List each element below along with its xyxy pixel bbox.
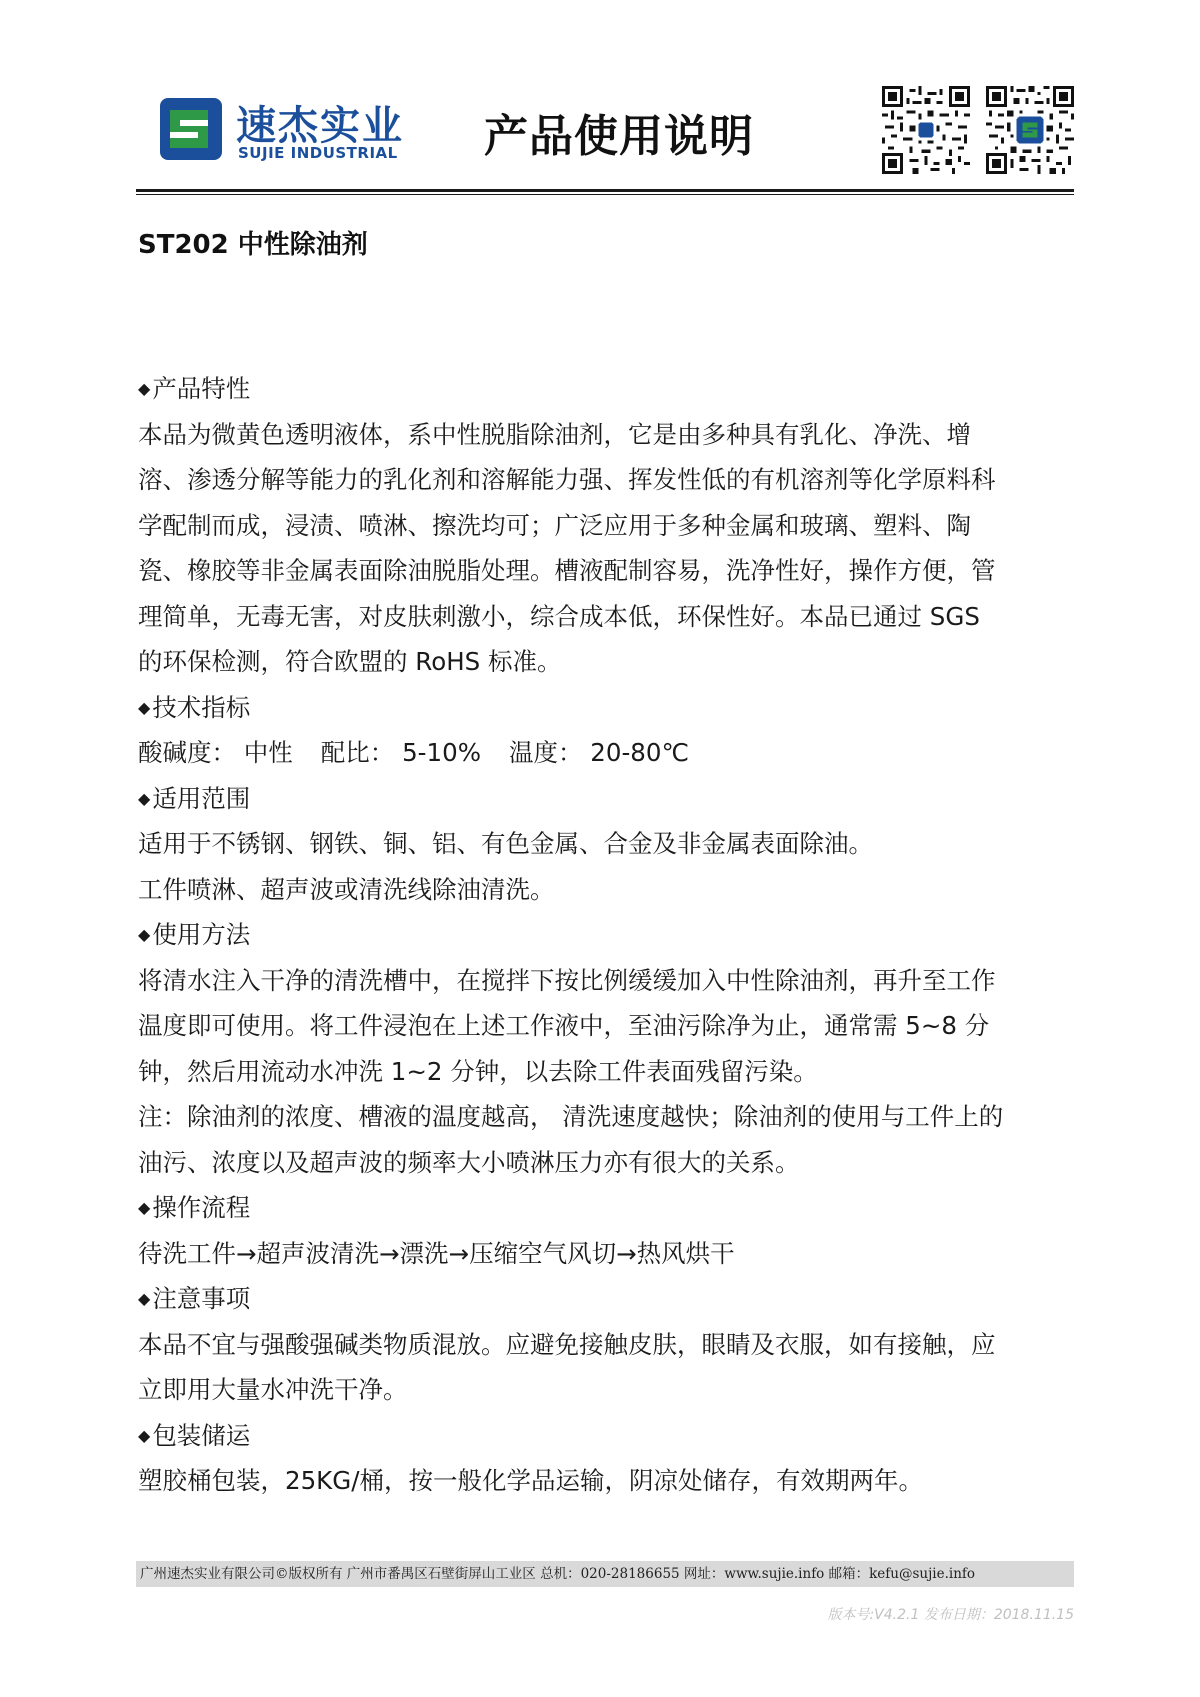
paragraph-line: 油污、浓度以及超声波的频率大小喷淋压力亦有很大的关系。 <box>138 1147 800 1177</box>
logo-chinese-name: 速杰实业 <box>236 103 404 149</box>
diamond-bullet-icon: ◆ <box>138 379 151 398</box>
section-heading-cautions: ◆ 注意事项 <box>138 1276 1078 1322</box>
paragraph-line: 本品为微黄色透明液体，系中性脱脂除油剂，它是由多种具有乳化、净洗、增 <box>138 419 971 449</box>
diamond-bullet-icon: ◆ <box>138 697 151 717</box>
paragraph-line: 塑胶桶包装，25KG/桶，按一般化学品运输，阴凉处储存，有效期两年。 <box>138 1466 923 1495</box>
paragraph-line: 的环保检测，符合欧盟的 RoHS 标准。 <box>138 647 562 676</box>
paragraph-line: 钟，然后用流动水冲洗 1~2 分钟，以去除工件表面残留污染。 <box>138 1056 818 1086</box>
company-logo <box>158 94 418 164</box>
section-heading-usage: ◆ 使用方法 <box>138 912 1078 958</box>
diamond-bullet-icon: ◆ <box>138 788 151 808</box>
paragraph-line: 学配制而成，浸渍、喷淋、擦洗均可；广泛应用于多种金属和玻璃、塑料、陶 <box>138 510 971 540</box>
footer-contact-bar: 广州速杰实业有限公司©版权所有 广州市番禺区石壁街屏山工业区 总机：020-28186655 网址：www.sujie.info 邮箱：kefu@sujie.info <box>136 1561 1074 1587</box>
diamond-bullet-icon: ◆ <box>138 1198 151 1217</box>
product-name: ST202 中性除油剂 <box>138 230 368 260</box>
paragraph-line: 温度即可使用。将工件浸泡在上述工作液中，至油污除净为止，通常需 5~8 分 <box>138 1011 990 1040</box>
header-divider-thin <box>136 194 1074 195</box>
diamond-bullet-icon: ◆ <box>138 1289 151 1308</box>
version-info: 版本号:V4.2.1 发布日期：2018.11.15 <box>827 1607 1074 1623</box>
paragraph-line: 工件喷淋、超声波或清洗线除油清洗。 <box>138 874 555 904</box>
paragraph-line: 将清水注入干净的清洗槽中，在搅拌下按比例缓缓加入中性除油剂，再升至工作 <box>138 965 996 995</box>
paragraph-line: 本品不宜与强酸强碱类物质混放。应避免接触皮肤，眼睛及衣服，如有接触，应 <box>138 1329 996 1359</box>
paragraph-line: 注：除油剂的浓度、槽液的温度越高， 清洗速度越快；除油剂的使用与工件上的 <box>138 1102 1004 1131</box>
temp-label: 温度： <box>508 738 583 767</box>
section-heading-features: ◆ 产品特性 <box>138 366 1078 412</box>
section-heading-specs: ◆ 技术指标 <box>138 685 1078 731</box>
diamond-bullet-icon: ◆ <box>138 925 151 944</box>
logo-english-name: SUJIE INDUSTRIAL <box>238 144 398 162</box>
section-heading-packaging: ◆ 包装储运 <box>138 1413 1078 1459</box>
paragraph-line: 溶、渗透分解等能力的乳化剂和溶解能力强、挥发性低的有机溶剂等化学原料科 <box>138 465 996 494</box>
ph-label: 酸碱度： <box>138 738 236 767</box>
ph-value: 中性 <box>243 738 293 767</box>
paragraph-line: 立即用大量水冲洗干净。 <box>138 1375 408 1404</box>
qr-code-icon <box>882 86 970 174</box>
temp-value: 20-80℃ <box>590 738 689 767</box>
paragraph-line: 适用于不锈钢、钢铁、铜、铝、有色金属、合金及非金属表面除油。 <box>138 829 873 858</box>
paragraph-line: 待洗工件→超声波清洗→漂洗→压缩空气风切→热风烘干 <box>138 1238 735 1268</box>
document-body <box>138 366 1078 1504</box>
qr-code-icon <box>986 86 1074 174</box>
spec-line <box>138 730 1078 776</box>
diamond-bullet-icon: ◆ <box>138 1425 151 1445</box>
logo-mark-icon <box>158 96 224 162</box>
header-divider <box>136 189 1074 192</box>
section-heading-scope: ◆ 适用范围 <box>138 776 1078 822</box>
page-header <box>136 80 1074 186</box>
paragraph-line: 理简单，无毒无害，对皮肤刺激小，综合成本低，环保性好。本品已通过 SGS <box>138 601 980 631</box>
paragraph-line: 瓷、橡胶等非金属表面除油脱脂处理。槽液配制容易，洗净性好，操作方便，管 <box>138 556 996 585</box>
ratio-value: 5-10% <box>402 738 481 767</box>
ratio-label: 配比： <box>320 738 395 767</box>
section-heading-process: ◆ 操作流程 <box>138 1185 1078 1231</box>
document-title: 产品使用说明 <box>484 111 754 162</box>
